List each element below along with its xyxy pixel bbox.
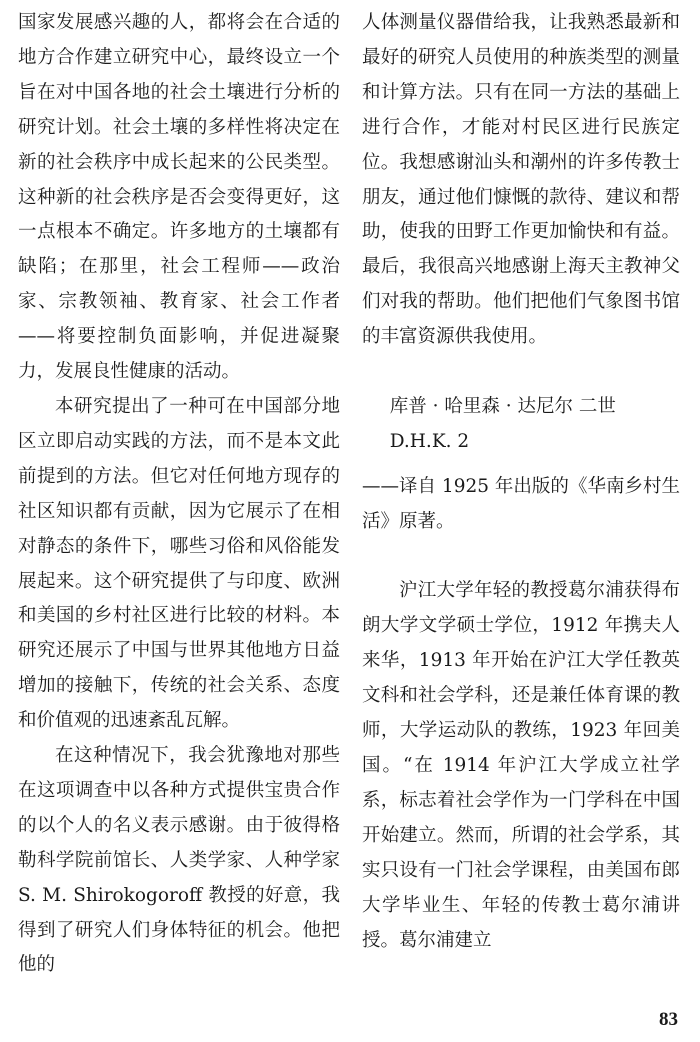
page-number: 83 — [659, 1009, 678, 1030]
spacer — [362, 460, 680, 470]
spacer — [362, 540, 680, 575]
signature-initials: D.H.K. 2 — [389, 430, 470, 452]
left-paragraph-2: 本研究提出了一种可在中国部分地区立即启动实践的方法，而不是本文此前提到的方法。但它对任何地方现存的社区知识都有贡献，因为它展示了在相对静态的条件下，哪些习俗和风俗能发展起来。这个研究提供了与印度、欧洲和美国的乡村社区进行比较的材料。本研究还展示了中国与世界其他地方日益增加的接触下，传统的社会关系、态度和价值观的迅速紊乱瓦解。 — [18, 395, 340, 732]
right-column — [362, 6, 680, 958]
right-paragraph-2: 沪江大学年轻的教授葛尔浦获得布朗大学文学硕士学位，1912 年携夫人来华，1913 年开始在沪江大学任教英文科和社会学科，还是兼任体育课的教师，大学运动队的教练，1923 年回美国。“在 1914 年沪江大学成立社学系，标志着社会学作为一门学科在中国开始建立。然而，所谓的社会学系，其实只设有一门社会学课程，由美国布郎大学毕业生、年轻的传教士葛尔浦讲授。葛尔浦建立 — [362, 580, 680, 951]
left-column — [18, 6, 340, 983]
left-paragraph-1: 国家发展感兴趣的人，都将会在合适的地方合作建立研究中心，最终设立一个旨在对中国各地的社会土壤进行分析的研究计划。社会土壤的多样性将决定在新的社会秩序中成长起来的公民类型。这种新的社会秩序是否会变得更好，这一点根本不确定。许多地方的土壤都有缺陷；在那里，社会工程师——政治家、宗教领袖、教育家、社会工作者——将要控制负面影响，并促进凝聚力，发展良性健康的活动。 — [18, 12, 340, 383]
signature-name: 库普 · 哈里森 · 达尼尔 二世 — [389, 395, 616, 417]
right-paragraph-1: 人体测量仪器借给我，让我熟悉最新和最好的研究人员使用的种族类型的测量和计算方法。只有在同一方法的基础上进行合作，才能对村民区进行民族定位。我想感谢汕头和潮州的许多传教士朋友，通过他们慷慨的款待、建议和帮助，使我的田野工作更加愉快和有益。最后，我很高兴地感谢上海天主教神父们对我的帮助。他们把他们气象图书馆的丰富资源供我使用。 — [362, 12, 680, 348]
left-paragraph-3: 在这种情况下，我会犹豫地对那些在这项调查中以各种方式提供宝贵合作的以个人的名义表示感谢。由于彼得格勒科学院前馆长、人类学家、人种学家 S. M. Shirokogoroff 教授的好意，我得到了研究人们身体特征的机会。他把他的 — [18, 745, 340, 976]
spacer — [362, 355, 680, 390]
source-note: ——译自 1925 年出版的《华南乡村生活》原著。 — [362, 475, 680, 532]
